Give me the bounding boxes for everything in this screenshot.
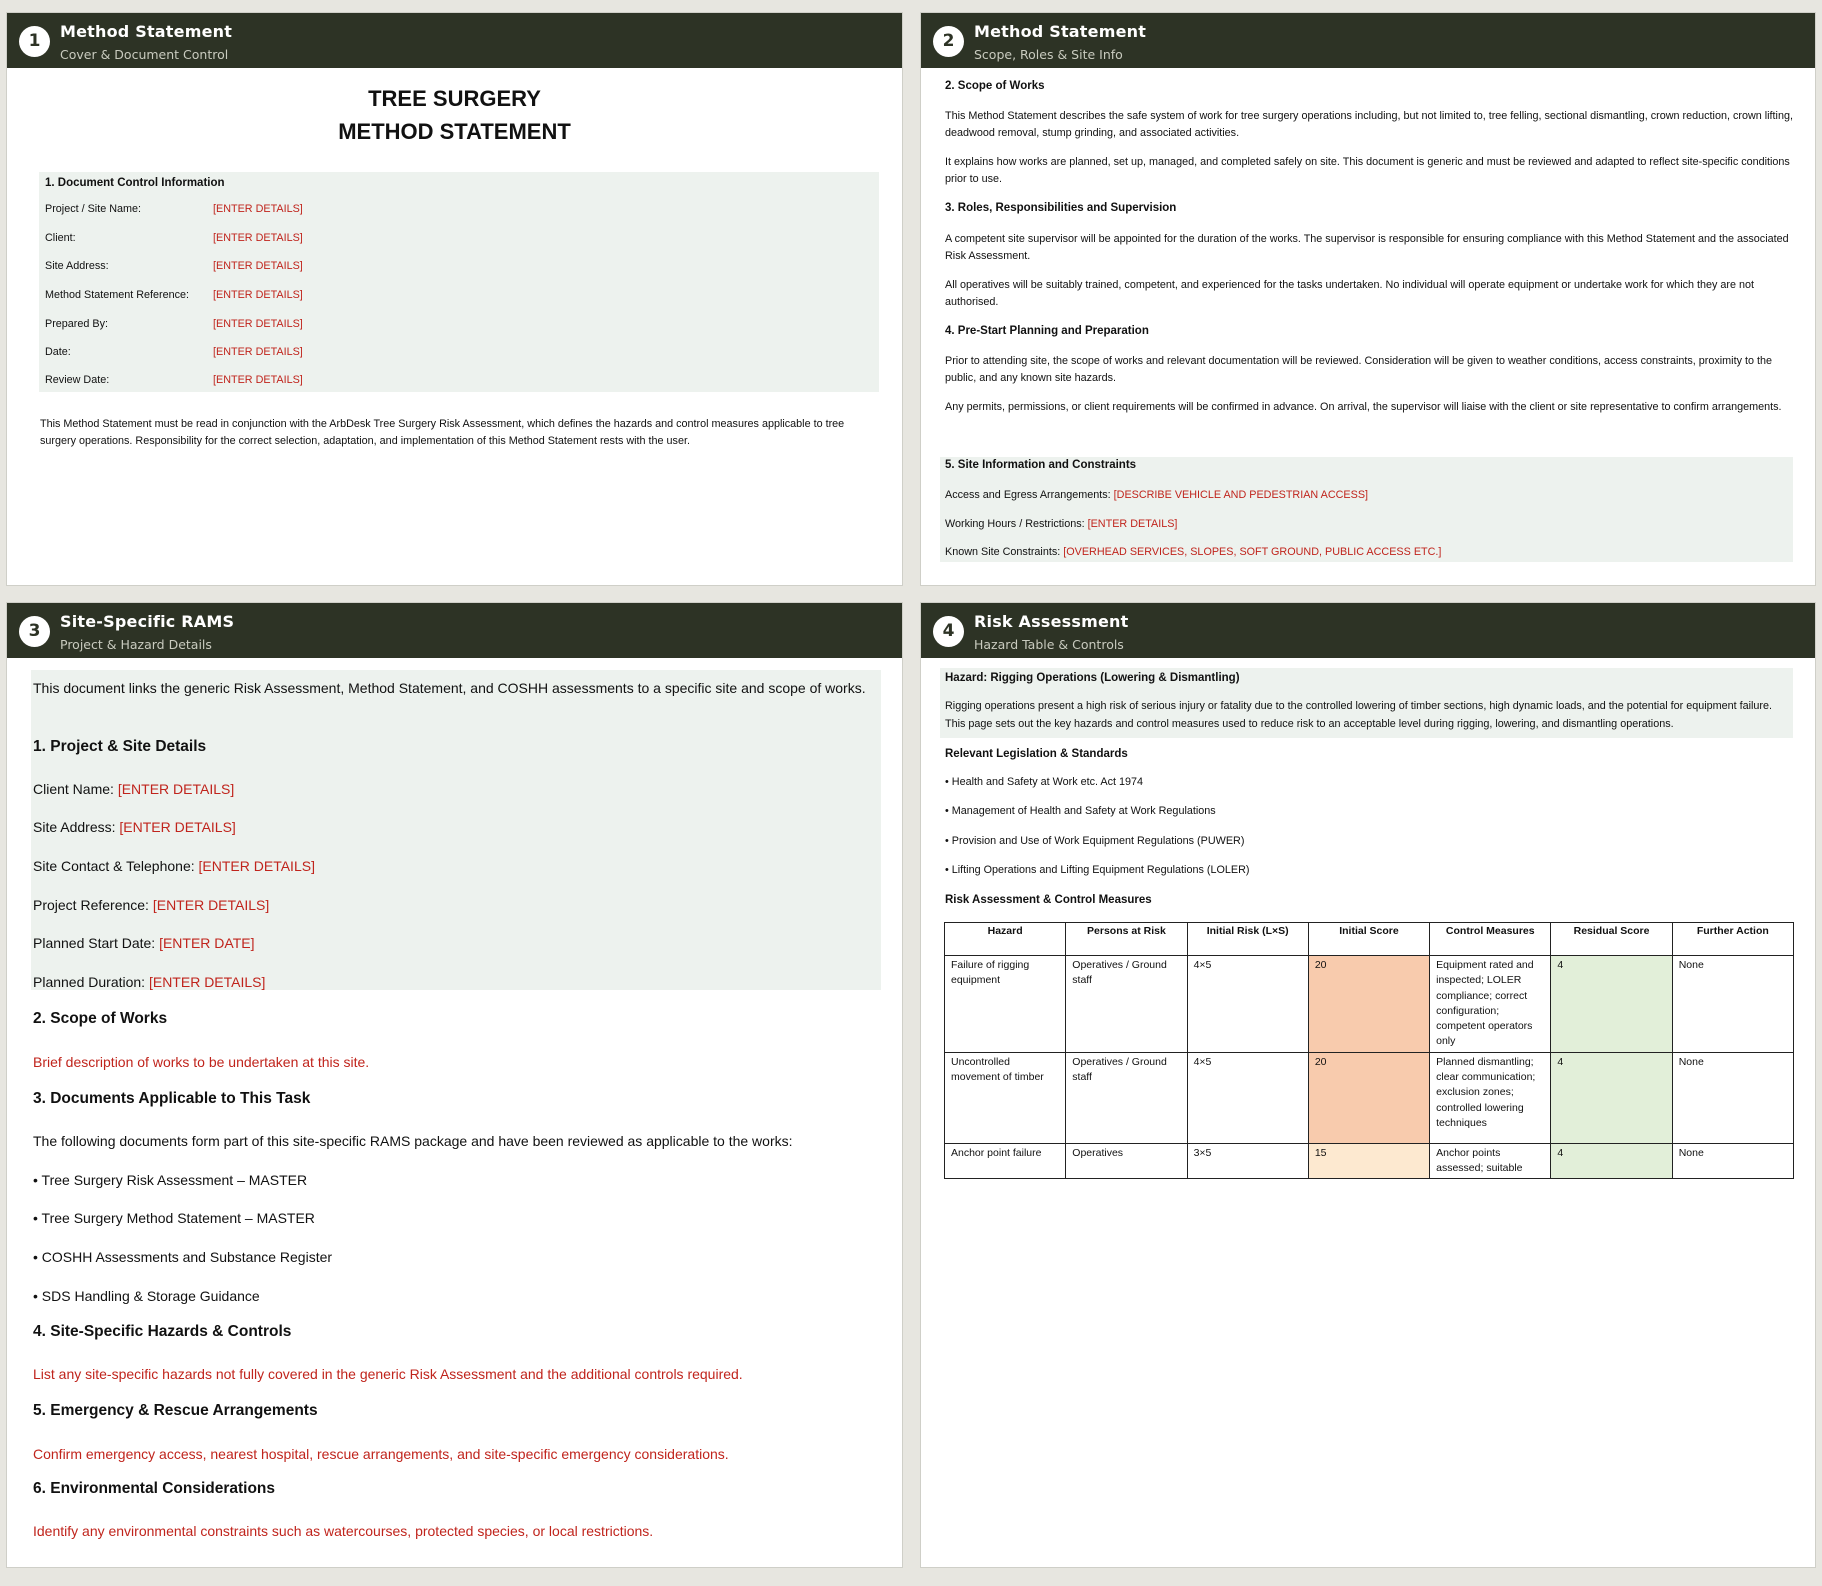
card-body xyxy=(7,68,902,585)
usage-note: This Method Statement must be read in conjunction with the ArbDesk Tree Surgery Risk Assessment, which defines the hazards and control measures applicable to tree surgery operations. Responsibility for the correct selection, adaptation, and implementation of this Method Statement rests with the user. xyxy=(40,418,845,447)
table-cell: Anchor point failure xyxy=(945,1143,1066,1179)
placeholder-text: Identify any environmental constraints such as watercourses, protected species, or local restrictions. xyxy=(33,1523,654,1539)
card-body xyxy=(7,658,902,1567)
field-label: Method Statement Reference: xyxy=(45,289,190,301)
residual-score-cell: 4 xyxy=(1551,956,1672,1053)
detail-label: Project Reference: xyxy=(33,897,149,913)
table-cell: None xyxy=(1672,1143,1793,1179)
detail-value: [ENTER DETAILS] xyxy=(119,819,236,835)
field-label: Project / Site Name: xyxy=(45,203,142,215)
list-item: • Health and Safety at Work etc. Act 1974 xyxy=(945,776,1144,788)
detail-value: [ENTER DETAILS] xyxy=(148,974,266,990)
card-header xyxy=(7,603,902,658)
initial-score-cell: 20 xyxy=(1308,956,1429,1053)
card-subtitle: Scope, Roles & Site Info xyxy=(974,47,1123,62)
table-cell: Operatives xyxy=(1066,1143,1187,1179)
detail-label: Site Address: xyxy=(33,819,116,835)
section-heading: 5. Site Information and Constraints xyxy=(945,459,1137,471)
card-header xyxy=(921,603,1815,658)
paragraph: Prior to attending site, the scope of works and relevant documentation will be reviewed. Consideration will be given to weather conditions, access constraints, proximity to the public, and any known site hazards. xyxy=(945,355,1772,384)
section-heading: 4. Pre-Start Planning and Preparation xyxy=(945,325,1149,337)
field-value: [ENTER DETAILS] xyxy=(213,318,303,330)
field-value: [ENTER DETAILS] xyxy=(213,346,303,358)
intro-paragraph: This document links the generic Risk Assessment, Method Statement, and COSHH assessments to a specific site and scope of works. xyxy=(33,680,866,696)
table-cell: 4×5 xyxy=(1187,956,1308,1053)
site-label: Working Hours / Restrictions: xyxy=(945,518,1085,530)
section-heading: 2. Scope of Works xyxy=(945,80,1045,92)
list-item: • Lifting Operations and Lifting Equipment Regulations (LOLER) xyxy=(945,864,1250,876)
column-header: Control Measures xyxy=(1430,923,1551,956)
page-card-4 xyxy=(920,602,1816,1568)
table-cell: None xyxy=(1672,1052,1793,1143)
site-row xyxy=(945,518,1177,530)
table-cell: 4×5 xyxy=(1187,1052,1308,1143)
site-label: Known Site Constraints: xyxy=(945,546,1061,558)
list-item: • Tree Surgery Method Statement – MASTER xyxy=(33,1210,315,1226)
field-value: [ENTER DETAILS] xyxy=(213,289,303,301)
field-label: Review Date: xyxy=(45,374,110,386)
card-subtitle: Cover & Document Control xyxy=(60,47,229,62)
hazard-title: Hazard: Rigging Operations (Lowering & Dismantling) xyxy=(945,672,1240,684)
document-title xyxy=(7,82,902,148)
site-value: [DESCRIBE VEHICLE AND PEDESTRIAN ACCESS] xyxy=(1113,489,1369,501)
paragraph: A competent site supervisor will be appointed for the duration of the works. The supervisor is responsible for ensuring compliance with this Method Statement and the associated Risk Assessment. xyxy=(945,233,1789,262)
column-header: Initial Risk (L×S) xyxy=(1187,923,1308,956)
detail-label: Planned Start Date: xyxy=(33,935,156,951)
section-heading: 5. Emergency & Rescue Arrangements xyxy=(33,1402,318,1419)
field-label: Date: xyxy=(45,346,71,358)
card-header xyxy=(7,13,902,68)
detail-row xyxy=(33,971,878,994)
site-label: Access and Egress Arrangements: xyxy=(945,489,1111,501)
table-row xyxy=(945,1143,1794,1179)
card-title: Method Statement xyxy=(974,22,1147,41)
detail-value: [ENTER DETAILS] xyxy=(117,781,235,797)
detail-row xyxy=(33,855,878,878)
column-header: Initial Score xyxy=(1308,923,1429,956)
placeholder-text: List any site-specific hazards not fully covered in the generic Risk Assessment and the additional controls required. xyxy=(33,1366,743,1382)
card-title: Site-Specific RAMS xyxy=(60,612,235,631)
card-subtitle: Hazard Table & Controls xyxy=(974,637,1124,652)
document-title-line-2: METHOD STATEMENT xyxy=(338,119,571,144)
placeholder-text: Confirm emergency access, nearest hospital, rescue arrangements, and site-specific emergency considerations. xyxy=(33,1446,729,1462)
paragraph: All operatives will be suitably trained, competent, and experienced for the tasks undertaken. No individual will operate equipment or undertake work for which they are not authorised. xyxy=(945,279,1755,308)
table-cell: Failure of rigging equipment xyxy=(945,956,1066,1053)
list-item: • Tree Surgery Risk Assessment – MASTER xyxy=(33,1172,308,1188)
site-value: [ENTER DETAILS] xyxy=(1087,518,1178,530)
field-label: Client: xyxy=(45,232,76,244)
page-card-2 xyxy=(920,12,1816,586)
site-value: [OVERHEAD SERVICES, SLOPES, SOFT GROUND, PUBLIC ACCESS ETC.] xyxy=(1063,546,1442,558)
card-subtitle: Project & Hazard Details xyxy=(60,637,212,652)
document-title-line-1: TREE SURGERY xyxy=(368,86,541,111)
paragraph: The following documents form part of this site-specific RAMS package and have been reviewed as applicable to the works: xyxy=(33,1133,793,1149)
list-item: • Management of Health and Safety at Work Regulations xyxy=(945,805,1216,817)
section-heading: 3. Documents Applicable to This Task xyxy=(33,1090,311,1107)
table-header-row xyxy=(945,923,1794,956)
section-heading: 1. Document Control Information xyxy=(45,177,225,189)
table-cell: Planned dismantling; clear communication; exclusion zones; controlled lowering techniques xyxy=(1430,1052,1551,1143)
field-value: [ENTER DETAILS] xyxy=(213,232,303,244)
detail-row xyxy=(33,894,878,917)
column-header: Hazard xyxy=(945,923,1066,956)
document-control-section xyxy=(39,172,879,392)
table-cell: None xyxy=(1672,956,1793,1053)
section-heading: 3. Roles, Responsibilities and Supervision xyxy=(945,202,1177,214)
detail-value: [ENTER DETAILS] xyxy=(152,897,270,913)
residual-score-cell: 4 xyxy=(1551,1143,1672,1179)
paragraph: This Method Statement describes the safe system of work for tree surgery operations including, but not limited to, tree felling, sectional dismantling, crown reduction, crown lifting, deadwood removal, stump grinding, and associated activities. xyxy=(945,110,1793,139)
page-card-3 xyxy=(6,602,903,1568)
hazard-description: Rigging operations present a high risk of serious injury or fatality due to the controlled lowering of timber sections, high dynamic loads, and the potential for equipment failure. This page sets out the key hazards and control measures used to reduce risk to an acceptable level during rigging, lowering, and dismantling operations. xyxy=(945,700,1773,730)
site-information-section xyxy=(940,457,1793,562)
table-cell: Uncontrolled movement of timber xyxy=(945,1052,1066,1143)
table-row xyxy=(945,956,1794,1053)
page-card-1 xyxy=(6,12,903,586)
detail-row xyxy=(33,932,878,955)
residual-score-cell: 4 xyxy=(1551,1052,1672,1143)
page-number-badge: 1 xyxy=(19,26,50,57)
risk-assessment-table xyxy=(944,922,1794,1179)
field-label: Site Address: xyxy=(45,260,109,272)
site-row xyxy=(945,489,1368,501)
card-body xyxy=(921,658,1815,1567)
section-heading: Risk Assessment & Control Measures xyxy=(945,894,1152,906)
table-cell: Anchor points assessed; suitable xyxy=(1430,1143,1551,1179)
table-cell: Equipment rated and inspected; LOLER compliance; correct configuration; competent operators only xyxy=(1430,956,1551,1053)
detail-row xyxy=(33,816,878,839)
initial-score-cell: 20 xyxy=(1308,1052,1429,1143)
page-number-badge: 3 xyxy=(19,616,50,647)
detail-row xyxy=(33,778,878,801)
column-header: Further Action xyxy=(1672,923,1793,956)
section-heading: Relevant Legislation & Standards xyxy=(945,748,1128,760)
paragraph: Any permits, permissions, or client requirements will be confirmed in advance. On arrival, the supervisor will liaise with the client or site representative to confirm arrangements. xyxy=(945,401,1782,413)
list-item: • SDS Handling & Storage Guidance xyxy=(33,1288,260,1304)
section-heading: 2. Scope of Works xyxy=(33,1010,168,1027)
field-label: Prepared By: xyxy=(45,318,109,330)
detail-value: [ENTER DETAILS] xyxy=(198,858,315,874)
paragraph: It explains how works are planned, set up, managed, and completed safely on site. This document is generic and must be reviewed and adapted to reflect site-specific conditions prior to use. xyxy=(945,156,1790,185)
section-heading: 4. Site-Specific Hazards & Controls xyxy=(33,1323,292,1340)
detail-label: Site Contact & Telephone: xyxy=(33,858,195,874)
site-row xyxy=(945,546,1441,558)
card-header xyxy=(921,13,1815,68)
initial-score-cell: 15 xyxy=(1308,1143,1429,1179)
list-item: • COSHH Assessments and Substance Register xyxy=(33,1249,333,1265)
section-heading: 6. Environmental Considerations xyxy=(33,1480,276,1497)
table-cell: Operatives / Ground staff xyxy=(1066,1052,1187,1143)
page-number-badge: 4 xyxy=(933,616,964,647)
table-cell: 3×5 xyxy=(1187,1143,1308,1179)
page-number-badge: 2 xyxy=(933,26,964,57)
card-title: Method Statement xyxy=(60,22,233,41)
detail-label: Planned Duration: xyxy=(33,974,146,990)
section-heading: 1. Project & Site Details xyxy=(33,738,207,755)
field-value: [ENTER DETAILS] xyxy=(213,203,303,215)
table-cell: Operatives / Ground staff xyxy=(1066,956,1187,1053)
placeholder-text: Brief description of works to be undertaken at this site. xyxy=(33,1054,370,1070)
card-body xyxy=(921,68,1815,585)
card-title: Risk Assessment xyxy=(974,612,1129,631)
field-value: [ENTER DETAILS] xyxy=(213,260,303,272)
field-value: [ENTER DETAILS] xyxy=(213,374,303,386)
list-item: • Provision and Use of Work Equipment Regulations (PUWER) xyxy=(945,835,1245,847)
table-row xyxy=(945,1052,1794,1143)
column-header: Persons at Risk xyxy=(1066,923,1187,956)
detail-value: [ENTER DATE] xyxy=(159,935,255,951)
detail-label: Client Name: xyxy=(33,781,114,797)
column-header: Residual Score xyxy=(1551,923,1672,956)
